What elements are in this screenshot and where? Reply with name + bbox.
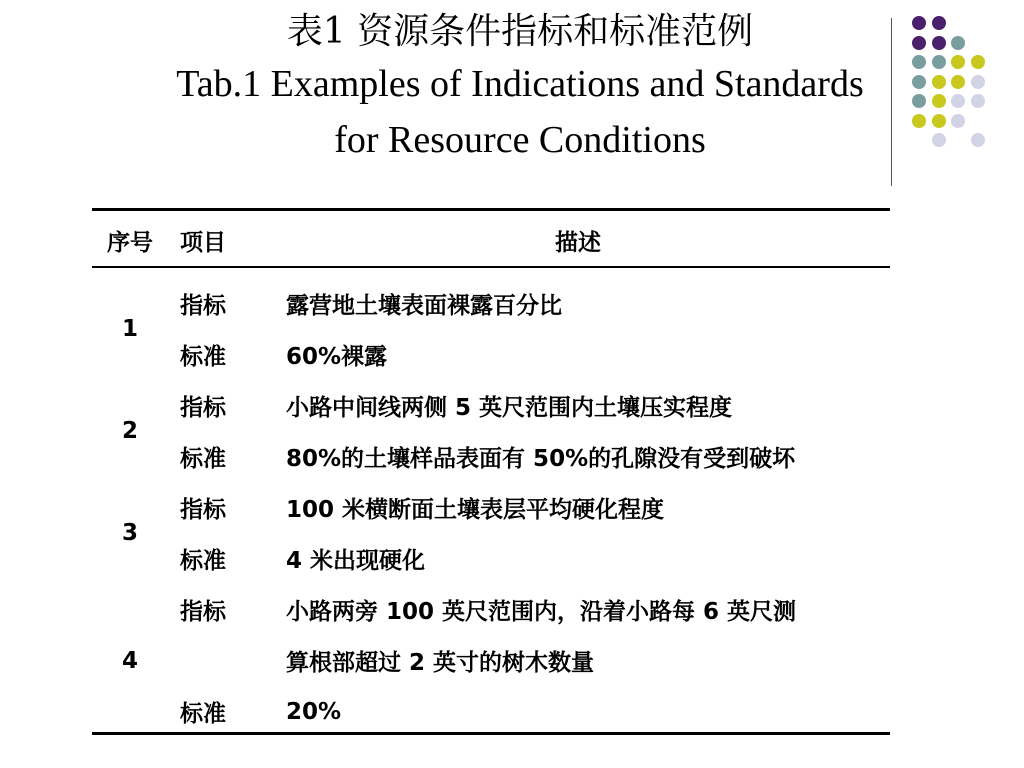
table-row bbox=[92, 482, 890, 533]
table-row bbox=[92, 268, 890, 329]
row-description-cell: 小路中间线两侧 5 英尺范围内土壤压实程度 bbox=[286, 395, 733, 421]
header-description: 描述 bbox=[555, 229, 601, 256]
table-row bbox=[92, 533, 890, 584]
row-item-cell: 标准 bbox=[180, 548, 226, 574]
row-number-cell: 1 bbox=[121, 316, 138, 342]
table-row bbox=[92, 329, 890, 380]
row-number-cell: 4 bbox=[121, 647, 138, 674]
standards-table bbox=[92, 216, 890, 737]
row-number-cell: 3 bbox=[121, 520, 138, 546]
title-english-line2: for Resource Conditions bbox=[334, 119, 706, 161]
table-row bbox=[92, 431, 890, 482]
row-description-cell: 100 米横断面土壤表层平均硬化程度 bbox=[286, 497, 665, 523]
row-description-cell: 露营地土壤表面裸露百分比 bbox=[286, 293, 562, 319]
table-header-row bbox=[92, 216, 890, 268]
row-item-cell: 标准 bbox=[180, 446, 226, 472]
row-description-cell: 小路两旁 100 英尺范围内，沿着小路每 6 英尺测 bbox=[286, 599, 797, 625]
row-item-cell bbox=[168, 635, 266, 686]
header-number: 序号 bbox=[107, 229, 153, 256]
row-item-cell: 指标 bbox=[180, 293, 226, 319]
table-row bbox=[92, 380, 890, 431]
row-description-cell: 80%的土壤样品表面有 50%的孔隙没有受到破坏 bbox=[286, 446, 796, 472]
slide-title bbox=[60, 8, 980, 168]
table-body bbox=[92, 268, 890, 737]
row-item-cell: 指标 bbox=[180, 599, 226, 625]
row-description-cell: 算根部超过 2 英寸的树木数量 bbox=[286, 650, 595, 676]
table-row bbox=[92, 584, 890, 635]
row-item-cell: 指标 bbox=[180, 497, 226, 523]
row-number-cell: 2 bbox=[121, 418, 138, 444]
title-chinese: 表1 资源条件指标和标准范例 bbox=[286, 11, 754, 52]
row-description-cell: 60%裸露 bbox=[286, 344, 388, 370]
standards-table-container bbox=[92, 208, 890, 738]
row-item-cell: 标准 bbox=[180, 701, 226, 727]
table-row bbox=[92, 635, 890, 686]
table-top-rule bbox=[92, 208, 890, 211]
row-description-cell: 4 米出现硬化 bbox=[286, 548, 426, 574]
table-row bbox=[92, 686, 890, 737]
row-description-cell: 20% bbox=[286, 698, 342, 725]
title-english-line1: Tab.1 Examples of Indications and Standards bbox=[176, 63, 864, 105]
header-item: 项目 bbox=[180, 229, 226, 256]
row-item-cell: 标准 bbox=[180, 344, 226, 370]
row-item-cell: 指标 bbox=[180, 395, 226, 421]
